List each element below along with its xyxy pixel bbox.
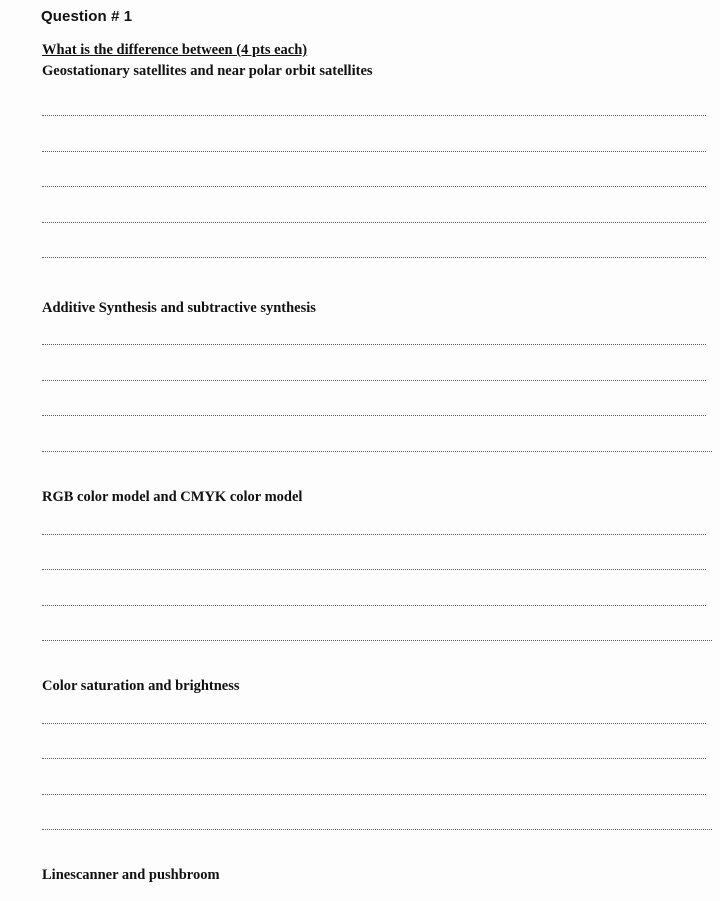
- section-title-linescanner: Linescanner and pushbroom: [42, 867, 220, 883]
- answer-line[interactable]: [42, 222, 706, 223]
- answer-line[interactable]: [42, 569, 706, 570]
- section-title-saturation: Color saturation and brightness: [42, 678, 240, 694]
- answer-line[interactable]: [42, 151, 706, 152]
- section-title-synthesis: Additive Synthesis and subtractive synthesis: [42, 300, 316, 316]
- answer-line[interactable]: [42, 344, 706, 345]
- section-title-geostationary: Geostationary satellites and near polar orbit satellites: [42, 63, 373, 79]
- answer-line[interactable]: [42, 451, 712, 452]
- question-intro: What is the difference between (4 pts each): [42, 42, 308, 58]
- answer-line[interactable]: [42, 257, 706, 258]
- answer-line[interactable]: [42, 605, 706, 606]
- answer-line[interactable]: [42, 115, 706, 116]
- answer-line[interactable]: [42, 640, 712, 641]
- question-title: Question # 1: [41, 8, 133, 25]
- answer-line[interactable]: [42, 186, 706, 187]
- section-title-color-models: RGB color model and CMYK color model: [42, 489, 303, 505]
- answer-line[interactable]: [42, 723, 706, 724]
- answer-line[interactable]: [42, 758, 706, 759]
- answer-line[interactable]: [42, 794, 706, 795]
- answer-line[interactable]: [42, 380, 706, 381]
- answer-line[interactable]: [42, 415, 706, 416]
- answer-line[interactable]: [42, 829, 712, 830]
- answer-line[interactable]: [42, 534, 706, 535]
